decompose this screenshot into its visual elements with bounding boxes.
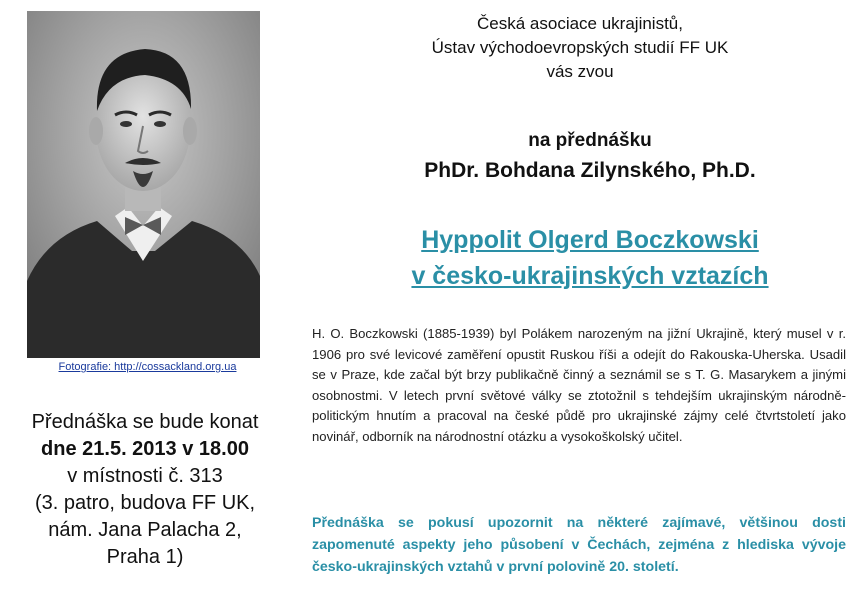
portrait-photo [27, 11, 260, 358]
event-location-line2: nám. Jana Palacha 2, [48, 519, 242, 541]
event-location-line3: Praha 1) [106, 546, 184, 568]
invitation-text: vás zvou [546, 62, 614, 81]
event-details [10, 409, 280, 571]
organizer-1: Česká asociace ukrajinistů, [477, 14, 683, 33]
lecture-title-line2: v česko-ukrajinských vztazích [411, 262, 769, 290]
lecturer-name: PhDr. Bohdana Zilynského, Ph.D. [424, 159, 756, 182]
lecture-label: na přednášku [528, 130, 652, 151]
lecture-title [330, 222, 850, 294]
event-date: dne 21.5. 2013 v 18.00 [41, 438, 249, 460]
biography-paragraph: H. O. Boczkowski (1885-1939) byl Polákem narozeným na jižní Ukrajině, který musel v r. 1906 pro své levicové zaměření opustit Ruskou říši a odejít do Rakouska-Uherska. Usadil se v Praze, kde začal být brzy publikačně činný a seznámil se s T. G. Masarykem a jinými osobnostmi. V letech první světové války se ztotožnil s tehdejším ukrajinským národně-politickým hnutím a pracoval na české půdě pro ukrajinské zájmy celé čtvrtstoletí jako novinář, odborník na národnostní otázku a vysokoškolský učitel. [312, 326, 846, 444]
portrait-illustration [27, 11, 260, 358]
organizers [400, 12, 760, 84]
organizer-2: Ústav východoevropských studií FF UK [431, 38, 729, 57]
event-intro: Přednáška se bude konat [31, 411, 259, 433]
lecture-summary: Přednáška se pokusí upozornit na některé zajímavé, většinou dosti zapomenuté aspekty jeho působení v Čechách, zejména z hlediska vývoje česko-ukrajinských vztahů v první polovině 20. století. [312, 515, 846, 575]
event-location-line1: (3. patro, budova FF UK, [34, 492, 256, 514]
event-room: v místnosti č. 313 [67, 465, 223, 487]
lecture-title-line1: Hyppolit Olgerd Boczkowski [421, 226, 759, 254]
photo-credit-link[interactable]: Fotografie: http://cossackland.org.ua [58, 361, 237, 373]
